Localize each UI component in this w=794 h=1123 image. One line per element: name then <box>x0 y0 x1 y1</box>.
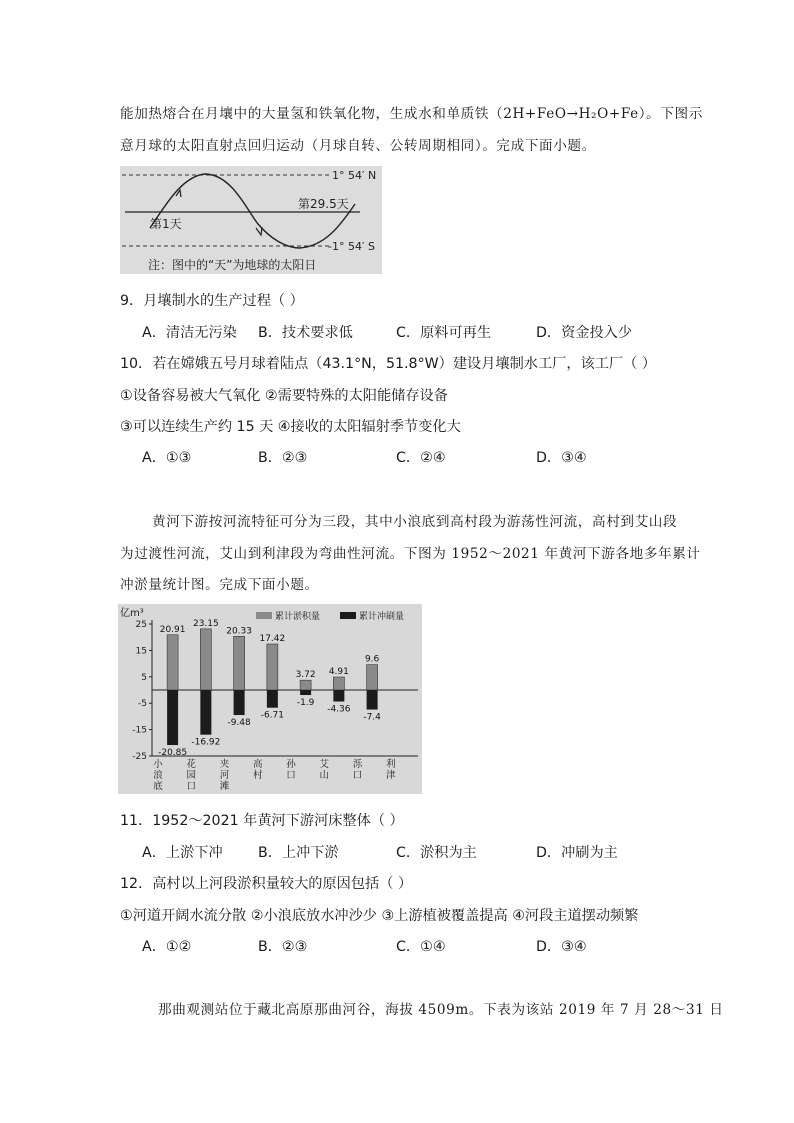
scour-bar <box>234 690 245 715</box>
scour-bar <box>200 690 211 735</box>
scour-bar <box>367 690 378 710</box>
deposit-bar <box>333 677 344 690</box>
y-tick-label: -25 <box>132 752 147 762</box>
q11-option-c[interactable]: C．淤积为主 <box>396 845 477 861</box>
x-tick-label: 山 <box>319 770 330 781</box>
x-tick-label: 村 <box>252 770 263 781</box>
q12-option-a[interactable]: A．①② <box>142 939 192 955</box>
q10-option-d[interactable]: D．③④ <box>536 450 587 466</box>
deposit-data-label: 9.6 <box>364 654 380 665</box>
legend-scour-swatch <box>340 612 356 619</box>
scour-data-label: -16.92 <box>191 737 221 748</box>
q10-stem: 10．若在嫦娥五号月球着陆点（43.1°N，51.8°W）建设月壤制水工厂，该工厂（ ） <box>120 356 657 372</box>
deposit-data-label: 4.91 <box>328 667 349 678</box>
erosion-deposition-chart <box>118 604 422 794</box>
x-tick-label: 口 <box>352 770 363 781</box>
q12-option-b[interactable]: B．②③ <box>258 939 308 955</box>
x-tick-label: 孙 <box>286 759 296 770</box>
legend-deposit-label: 累计淤积量 <box>275 612 321 622</box>
deposit-bar <box>267 644 278 690</box>
deposit-bar <box>200 629 211 690</box>
figure-note: 注：图中的“天”为地球的太阳日 <box>148 258 317 272</box>
x-tick-label: 园 <box>186 770 197 781</box>
scour-bar <box>267 690 278 708</box>
passage1-line2: 意月球的太阳直射点回归运动（月球自转、公转周期相同）。完成下面小题。 <box>120 138 596 154</box>
passage1-line1: 能加热熔合在月壤中的大量氢和铁氧化物，生成水和单质铁（2H+FeO→H₂O+Fe）。下图示 <box>120 106 703 122</box>
q12-statements: ①河道开阔水流分散 ②小浪底放水冲沙少 ③上游植被覆盖提高 ④河段主道摆动频繁 <box>120 908 639 924</box>
scour-bar <box>167 690 178 745</box>
x-tick-label: 高 <box>252 759 263 770</box>
q10-statements-1: ①设备容易被大气氧化 ②需要特殊的太阳能储存设备 <box>120 388 448 404</box>
q10-statements-2: ③可以连续生产约 15 天 ④接收的太阳辐射季节变化大 <box>120 419 461 435</box>
y-tick-label: -5 <box>138 699 147 710</box>
passage3-line1: 那曲观测站位于藏北高原那曲河谷，海拔 4509m。下表为该站 2019 年 7 月 28～31 日 <box>158 1002 724 1018</box>
q12-option-c[interactable]: C．①④ <box>396 939 446 955</box>
chart-svg <box>118 604 422 794</box>
x-tick-label: 浪 <box>153 770 163 781</box>
sun-path-diagram <box>120 166 382 274</box>
passage2-line3: 冲淤量统计图。完成下面小题。 <box>120 577 319 593</box>
x-tick-label: 艾 <box>319 759 330 770</box>
north-label: 1° 54′ N <box>332 169 377 182</box>
scour-data-label: -9.48 <box>227 718 251 729</box>
deposit-bar <box>300 680 311 690</box>
y-tick-label: 5 <box>141 672 147 683</box>
q9-option-b[interactable]: B．技术要求低 <box>258 325 353 341</box>
deposit-data-label: 23.15 <box>192 618 219 629</box>
day1-label: 第1天 <box>150 217 182 231</box>
deposit-data-label: 17.42 <box>259 634 286 645</box>
x-tick-label: 口 <box>286 770 296 781</box>
y-axis-unit: 亿m³ <box>120 608 144 619</box>
scour-data-label: -1.9 <box>296 698 315 709</box>
south-label: -1° 54′ S <box>328 240 375 253</box>
q12-stem: 12．高村以上河段淤积量较大的原因包括（ ） <box>120 876 413 892</box>
deposit-data-label: 20.91 <box>159 624 186 635</box>
passage2-line1: 黄河下游按河流特征可分为三段，其中小浪底到高村段为游荡性河流，高村到艾山段 <box>152 514 678 530</box>
q11-stem: 11．1952～2021 年黄河下游河床整体（ ） <box>120 813 404 829</box>
day295-label: 第29.5天 <box>298 197 349 211</box>
x-tick-label: 花 <box>186 759 197 770</box>
scour-data-label: -7.4 <box>363 712 381 723</box>
x-tick-label: 利 <box>385 759 396 770</box>
q9-option-d[interactable]: D．资金投入少 <box>536 325 633 341</box>
legend-deposit-swatch <box>256 612 272 619</box>
scour-data-label: -6.71 <box>260 710 285 721</box>
deposit-data-label: 20.33 <box>226 626 252 637</box>
q9-option-c[interactable]: C．原料可再生 <box>396 325 492 341</box>
y-tick-label: 25 <box>135 620 147 630</box>
scour-data-label: -4.36 <box>327 704 351 715</box>
deposit-bar <box>367 665 378 690</box>
scour-data-label: -20.85 <box>158 748 188 759</box>
deposit-bar <box>234 636 245 690</box>
q11-option-b[interactable]: B．上冲下淤 <box>258 845 339 861</box>
x-tick-label: 夹 <box>219 759 230 770</box>
q10-option-b[interactable]: B．②③ <box>258 450 308 466</box>
x-tick-label: 口 <box>186 781 197 792</box>
x-tick-label: 河 <box>219 770 230 781</box>
x-tick-label: 底 <box>153 781 163 792</box>
q12-option-d[interactable]: D．③④ <box>536 939 587 955</box>
scour-bar <box>300 690 311 695</box>
x-tick-label: 小 <box>153 759 163 770</box>
x-tick-label: 滩 <box>219 781 230 792</box>
x-tick-label: 津 <box>385 770 396 781</box>
q9-option-a[interactable]: A．清洁无污染 <box>142 325 237 341</box>
q10-option-a[interactable]: A．①③ <box>142 450 192 466</box>
deposit-data-label: 3.72 <box>295 670 316 681</box>
q11-option-d[interactable]: D．冲刷为主 <box>536 845 618 861</box>
deposit-bar <box>167 635 178 690</box>
passage2-line2: 为过渡性河流，艾山到利津段为弯曲性河流。下图为 1952～2021 年黄河下游各地多年累计 <box>120 546 701 562</box>
q9-stem: 9．月壤制水的生产过程（ ） <box>120 293 304 309</box>
q11-option-a[interactable]: A．上淤下冲 <box>142 845 223 861</box>
x-tick-label: 泺 <box>352 759 363 770</box>
legend-scour-label: 累计冲刷量 <box>359 612 405 622</box>
y-tick-label: -15 <box>132 725 147 736</box>
sun-path-figure <box>120 166 382 274</box>
y-tick-label: 15 <box>135 646 147 657</box>
q10-option-c[interactable]: C．②④ <box>396 450 446 466</box>
scour-bar <box>333 690 344 702</box>
